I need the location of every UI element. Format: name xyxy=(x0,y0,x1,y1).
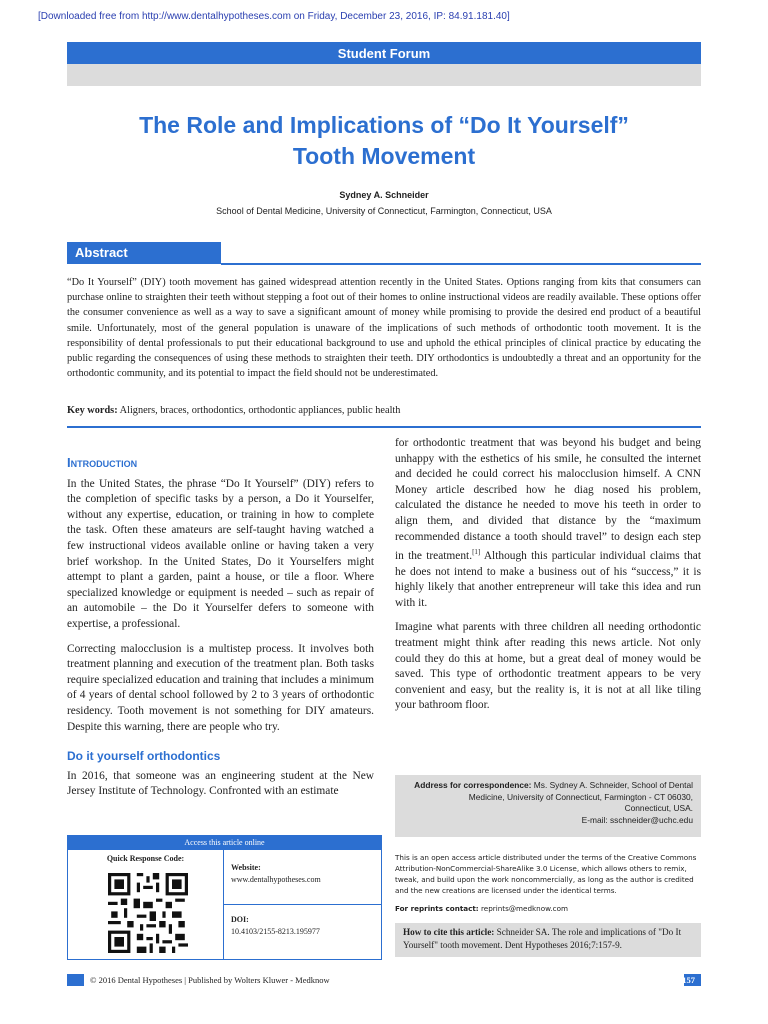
website-label: Website: xyxy=(231,863,261,872)
section-banner: Student Forum xyxy=(67,42,701,64)
access-heading: Access this article online xyxy=(68,836,381,850)
citation-text: Schneider SA. The role and implications of "Do It Yourself" tooth movement. Dent Hypotheses 2016;7:157-9. xyxy=(403,927,682,950)
diy-heading: Do it yourself orthodontics xyxy=(67,749,221,764)
title-line-1: The Role and Implications of “Do It Yourself” xyxy=(139,112,629,138)
page-footer xyxy=(67,974,701,986)
website-link[interactable]: www.dentalhypotheses.com xyxy=(231,875,321,884)
abstract-rule xyxy=(221,263,701,265)
download-notice: [Downloaded free from http://www.dentalhypotheses.com on Friday, December 23, 2016, IP: 84.91.181.40] xyxy=(38,11,510,22)
correspondence-line-1: Ms. Sydney A. Schneider, School of Dental xyxy=(533,780,693,790)
website-info xyxy=(231,862,321,886)
reprints-line xyxy=(395,904,701,913)
keywords xyxy=(67,405,701,416)
correspondence-box xyxy=(395,775,701,837)
gray-banner xyxy=(67,64,701,86)
reference-1[interactable]: [1] xyxy=(472,548,481,557)
keywords-label: Key words: xyxy=(67,405,118,416)
keywords-list: Aligners, braces, orthodontics, orthodontic appliances, public health xyxy=(119,405,401,416)
abstract-text: “Do It Yourself” (DIY) tooth movement has gained widespread attention recently in the United States. Options ranging from kits that consumers can purchase online to straighten their teeth without stepping a foot out of their homes to online instructional videos are readily available. These options offer the consumer convenience as well as a way to save a significant amount of money while promising to provide the desired end product of a beautiful smile. Unfortunately, most of the general population is unaware of the implications of such methods of orthodontic tooth movement. It is the responsibility of dental professionals to put their educational background to use and uphold the ethical principles of clinical practice by educating the public regarding the consequences of using these methods to straighten their teeth. DIY orthodontics is undoubtedly a threat and an opportunity for the orthodontic community, and its potential to impact the field should not be underestimated. xyxy=(67,277,701,380)
page-number: 157 xyxy=(682,975,695,985)
right-paragraph-1b: Although this particular individual claims that he does not intend to make a business out of his “success,” it is highly likely that another entrepreneur will take this idea and run with it. xyxy=(395,549,702,609)
article-title xyxy=(67,110,701,172)
doi-info xyxy=(231,914,320,938)
doi-label: DOI: xyxy=(231,915,249,924)
access-article-box xyxy=(67,835,382,960)
qr-code-icon[interactable] xyxy=(108,870,188,956)
correspondence-label: Address for correspondence: xyxy=(414,780,532,790)
keywords-rule xyxy=(67,426,701,428)
right-paragraph-1: for orthodontic treatment that was beyond his budget and being unhappy with the esthetics of his smile, he consulted the internet and decided he could correct his malocclusion himself. A CNN Money article described how he diag nosed his problem, calculated the distance he needed to move his teeth in order to align them, and divided that distance by the “maximum recommended distance a tooth should travel” to design each step in the treatment. xyxy=(395,437,701,562)
right-paragraph-2: Imagine what parents with three children all needing orthodontic treatment might think after reading this news article. Not only could they do this at home, but a great deal of money would be saved. This type of orthodontic treatment appears to be very convenient and easy, but the reality is, it is not at all like tiling your bathroom floor. xyxy=(395,621,701,712)
doi-value[interactable]: 10.4103/2155-8213.195977 xyxy=(231,927,320,936)
reprints-email[interactable]: reprints@medknow.com xyxy=(480,904,568,913)
license-text: This is an open access article distributed under the terms of the Creative Commons Attribution-NonCommercial-ShareAlike 3.0 License, which allows others to remix, tweak, and build upon the work noncommercially, as long as the author is credited and the new creations are licensed under the identical terms. xyxy=(395,853,697,895)
left-column xyxy=(67,455,374,809)
intro-paragraph-1: In the United States, the phrase “Do It Yourself” (DIY) refers to the completion of specific tasks by a person, a Do it Yourselfer, without any expertise, education, or training in how to complete the task. Often these amateurs are self-taught having watched a few instructional videos available online or having taken a very brief workshop. In the United States, Do it Yourselfers might attempt to plant a garden, paint a house, or tile a floor. Where specialized knowledge or equipment is needed – such as repair of an automobile – the Do it Yourselfer defers to someone with expertise, a professional. xyxy=(67,477,374,630)
introduction-heading: Introduction xyxy=(67,455,138,470)
author-affiliation: School of Dental Medicine, University of Connecticut, Farmington, Connecticut, USA xyxy=(216,206,552,216)
author-name: Sydney A. Schneider xyxy=(339,190,429,200)
diy-paragraph-1: In 2016, that someone was an engineering student at the New Jersey Institute of Technology. Confronted with an estimate xyxy=(67,769,374,798)
abstract-heading: Abstract xyxy=(67,242,221,264)
citation-label: How to cite this article: xyxy=(403,927,495,937)
footer-text: © 2016 Dental Hypotheses | Published by Wolters Kluwer - Medknow xyxy=(84,974,684,986)
intro-paragraph-2: Correcting malocclusion is a multistep process. It involves both treatment planning and execution of the treatment plan. Both tasks require specialized education and training that includes a minimum of 4 years of dental school followed by 2 to 3 years of orthodontic residency. Tooth movement is not something for DIY amateurs. Despite this warning, there are people who try. xyxy=(67,642,374,733)
correspondence-line-2: Medicine, University of Connecticut, Farmington - CT 06030, xyxy=(468,791,693,802)
qr-cell xyxy=(68,850,224,959)
correspondence-email[interactable]: E-mail: sschneider@uchc.edu xyxy=(581,814,693,825)
citation-box xyxy=(395,923,701,957)
title-line-2: Tooth Movement xyxy=(292,143,476,169)
access-divider xyxy=(224,904,381,905)
right-column xyxy=(395,436,701,723)
qr-label: Quick Response Code: xyxy=(106,854,185,863)
reprints-label: For reprints contact: xyxy=(395,904,479,913)
correspondence-line-3: Connecticut, USA. xyxy=(624,803,693,813)
